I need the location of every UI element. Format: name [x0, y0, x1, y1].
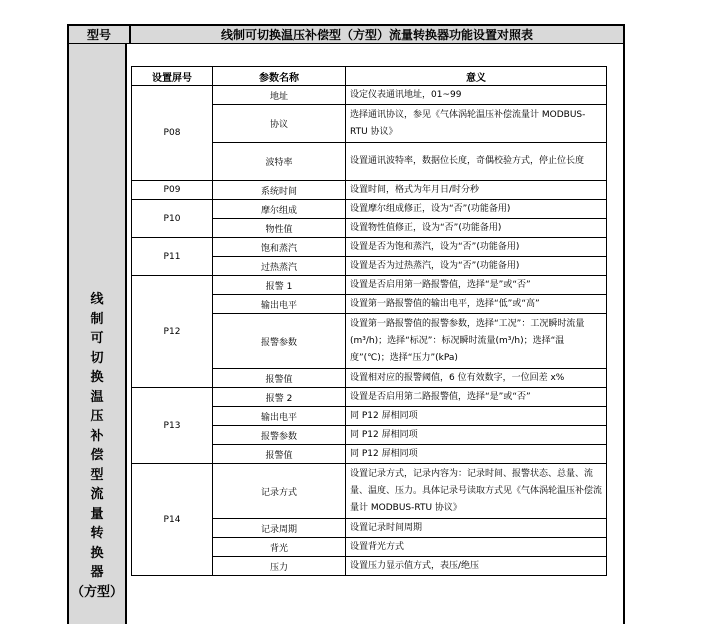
meaning-cell: 设置摩尔组成修正，设为“否”(功能备用) [346, 200, 607, 219]
meaning-cell: 同 P12 屏相同项 [346, 426, 607, 445]
table-row [132, 464, 607, 519]
parameter-name-cell: 地址 [213, 86, 346, 105]
screen-number-cell: P13 [132, 388, 213, 464]
model-name-char: 换 [90, 545, 104, 561]
meaning-cell: 选择通讯协议，参见《气体涡轮温压补偿流量计 MODBUS-RTU 协议》 [346, 105, 607, 143]
column-header-param: 参数名称 [213, 67, 346, 86]
model-name-char: 型 [90, 467, 104, 483]
model-name-char: 压 [90, 409, 104, 424]
meaning-cell: 设置记录时间周期 [346, 519, 607, 538]
parameter-name-cell: 报警 2 [213, 388, 346, 407]
meaning-cell: 设置时间，格式为年月日/时分秒 [346, 181, 607, 200]
table-row [132, 181, 607, 200]
column-header-meaning: 意义 [346, 67, 607, 86]
model-name-char: 转 [90, 526, 104, 541]
parameter-name-cell: 物性值 [213, 219, 346, 238]
model-name-char: 线 [90, 292, 104, 307]
parameter-name-cell: 报警参数 [213, 426, 346, 445]
model-name-char: 偿 [90, 448, 104, 463]
model-name-column [67, 44, 127, 624]
meaning-cell: 设置压力显示值方式，表压/绝压 [346, 557, 607, 576]
meaning-cell: 设置记录方式，记录内容为：记录时间、报警状态、总量、流量、温度、压力。具体记录号读取方式见《气体涡轮温压补偿流量计 MODBUS-RTU 协议》 [346, 464, 607, 519]
meaning-cell: 同 P12 屏相同项 [346, 445, 607, 464]
column-header-screen: 设置屏号 [132, 67, 213, 86]
parameter-name-cell: 过热蒸汽 [213, 257, 346, 276]
meaning-cell: 设置是否启用第一路报警值，选择“是”或“否” [346, 276, 607, 295]
model-name-char: 器 [90, 565, 104, 580]
meaning-cell: 设置是否为饱和蒸汽，设为“否”(功能备用) [346, 238, 607, 257]
meaning-cell: 设定仪表通讯地址，01~99 [346, 86, 607, 105]
meaning-cell: 同 P12 屏相同项 [346, 407, 607, 426]
parameter-name-cell: 报警值 [213, 445, 346, 464]
settings-table [131, 66, 607, 576]
parameter-name-cell: 协议 [213, 105, 346, 143]
table-title: 线制可切换温压补偿型（方型）流量转换器功能设置对照表 [220, 28, 533, 42]
model-header-cell: 型号 [69, 26, 131, 43]
meaning-cell: 设置第一路报警值的输出电平，选择“低”或“高” [346, 295, 607, 314]
table-row [132, 276, 607, 295]
table-row [132, 388, 607, 407]
parameter-name-cell: 输出电平 [213, 407, 346, 426]
parameter-name-cell: 记录方式 [213, 464, 346, 519]
table-row [132, 86, 607, 105]
table-row [132, 200, 607, 219]
parameter-name-cell: 系统时间 [213, 181, 346, 200]
parameter-name-cell: 报警 1 [213, 276, 346, 295]
parameter-name-cell: 饱和蒸汽 [213, 238, 346, 257]
parameter-name-cell: 背光 [213, 538, 346, 557]
model-name-char: 温 [90, 389, 104, 405]
parameter-name-cell: 记录周期 [213, 519, 346, 538]
right-border-line [623, 44, 625, 624]
model-name-char: 换 [90, 370, 104, 385]
parameter-name-cell: 波特率 [213, 143, 346, 181]
screen-number-cell: P14 [132, 464, 213, 576]
screen-number-cell: P12 [132, 276, 213, 388]
meaning-cell: 设置是否为过热蒸汽，设为“否”(功能备用) [346, 257, 607, 276]
table-row [132, 238, 607, 257]
model-name-char: 切 [90, 350, 104, 366]
meaning-cell: 设置物性值修正，设为“否”(功能备用) [346, 219, 607, 238]
meaning-cell: 设置第一路报警值的报警参数，选择“工况”：工况瞬时流量(m³/h)；选择“标况”：标况瞬时流量(m³/h)；选择“温度”(℃)；选择“压力”(kPa) [346, 314, 607, 369]
model-name-char: 补 [90, 428, 104, 444]
parameter-name-cell: 报警值 [213, 369, 346, 388]
parameter-name-cell: 压力 [213, 557, 346, 576]
parameter-name-cell: 报警参数 [213, 314, 346, 369]
screen-number-cell: P10 [132, 200, 213, 238]
meaning-cell: 设置相对应的报警阈值，6 位有效数字，一位回差 x% [346, 369, 607, 388]
parameter-name-cell: 输出电平 [213, 295, 346, 314]
table-header-row [132, 67, 607, 86]
screen-number-cell: P09 [132, 181, 213, 200]
meaning-cell: 设置背光方式 [346, 538, 607, 557]
model-name-char: （方型） [70, 584, 123, 600]
screen-number-cell: P11 [132, 238, 213, 276]
screen-number-cell: P08 [132, 86, 213, 181]
model-name-char: 可 [90, 331, 104, 346]
meaning-cell: 设置通讯波特率，数据位长度，奇偶校验方式，停止位长度 [346, 143, 607, 181]
table-header-bar [67, 24, 625, 44]
model-name-char: 量 [90, 506, 104, 522]
model-name-char: 制 [90, 311, 104, 327]
meaning-cell: 设置是否启用第二路报警值，选择“是”或“否” [346, 388, 607, 407]
model-name-char: 流 [90, 487, 104, 502]
parameter-name-cell: 摩尔组成 [213, 200, 346, 219]
